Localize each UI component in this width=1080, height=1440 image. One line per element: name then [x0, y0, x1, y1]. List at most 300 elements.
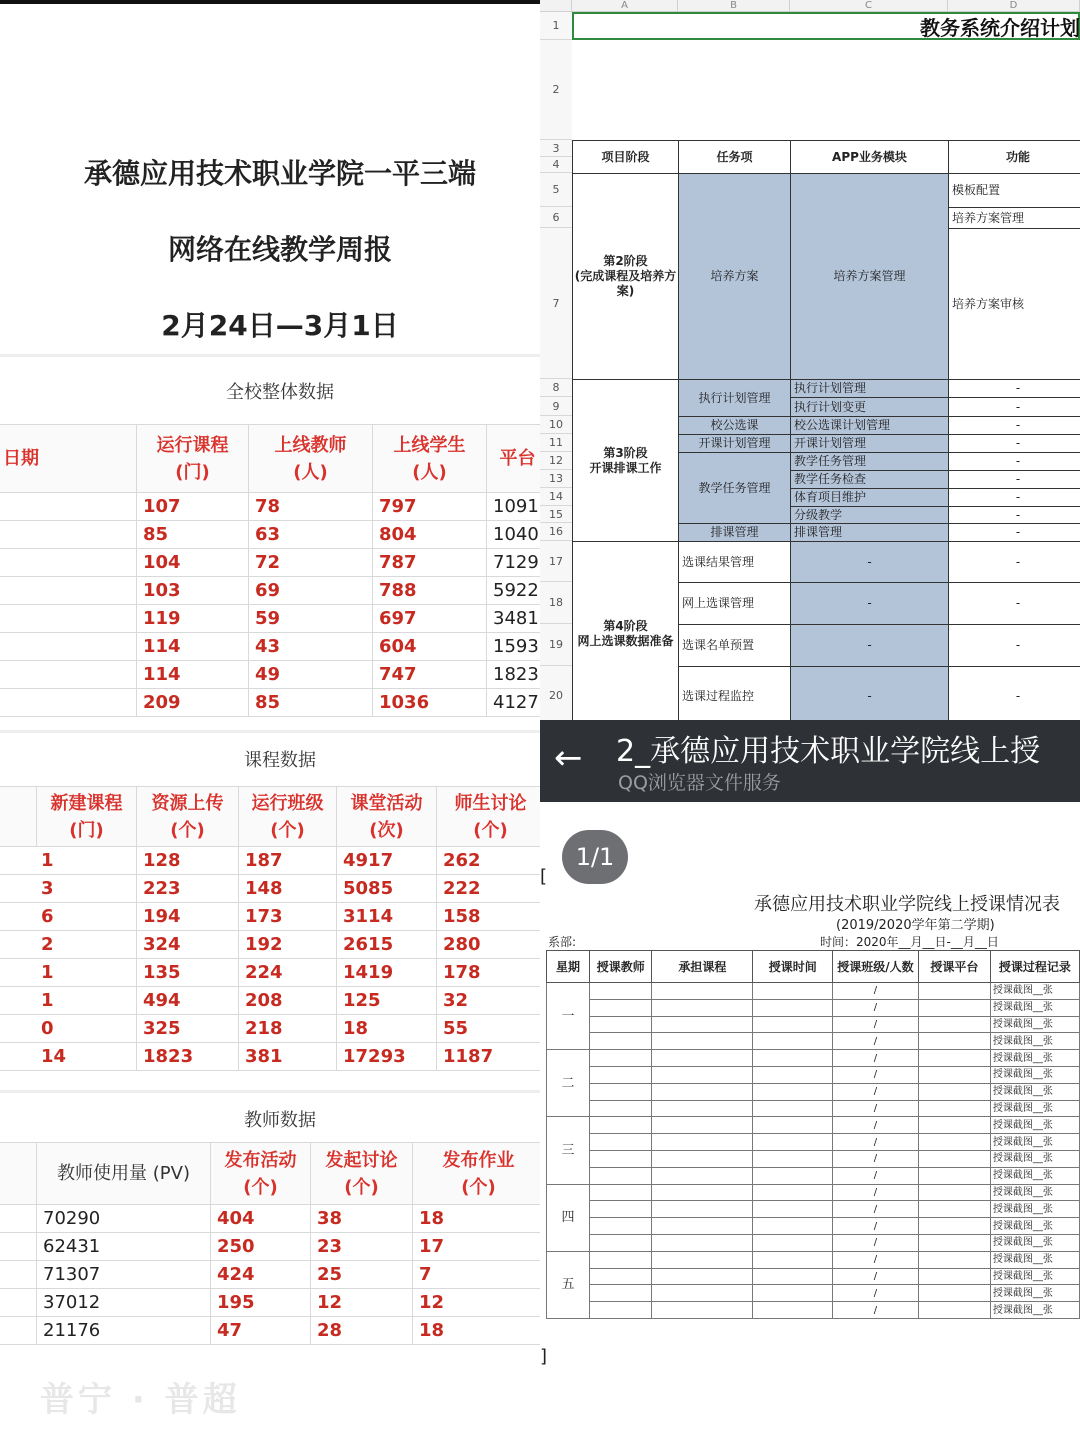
func-xkjg-cell[interactable]: -	[948, 541, 1080, 583]
blank-cell[interactable]	[652, 1134, 753, 1151]
table-cell: 38	[311, 1205, 413, 1233]
row-number[interactable]: 14	[540, 488, 572, 506]
class-count-cell[interactable]: /	[833, 1285, 919, 1302]
class-count-cell[interactable]: /	[833, 1302, 919, 1319]
course-header-cell: 课堂活动 (次)	[337, 787, 437, 847]
table-cell: 424	[211, 1261, 311, 1289]
teacher-header-cell: 教师使用量 (PV)	[37, 1143, 211, 1205]
func-xkgc-cell[interactable]: -	[948, 666, 1080, 720]
table-row	[0, 521, 540, 549]
blank-cell[interactable]	[753, 1234, 833, 1251]
table-row	[0, 1233, 540, 1261]
overall-section-title: 全校整体数据	[226, 382, 334, 403]
platform-cell[interactable]	[918, 983, 990, 1000]
table-cell: 2	[0, 931, 137, 959]
row-number[interactable]: 18	[540, 582, 572, 624]
table-cell: 114	[137, 633, 249, 661]
mod-xiaogong[interactable]: 校公选课计划管理	[790, 416, 949, 435]
teacher-header-cell: 发起讨论 (个)	[311, 1143, 413, 1205]
table-cell: 85	[137, 521, 249, 549]
row-number[interactable]: 16	[540, 523, 572, 541]
blank-cell[interactable]	[652, 1150, 753, 1167]
header-task: 任务项	[678, 140, 791, 174]
func-wsxk-cell[interactable]: -	[948, 582, 1080, 625]
record-cell[interactable]: 授课截图__张	[990, 1050, 1079, 1067]
header-stage: 项目阶段	[572, 140, 679, 174]
table-cell: 222	[437, 875, 541, 903]
blank-cell[interactable]	[652, 1050, 753, 1067]
stage-4-cell[interactable]: 第4阶段 网上选课数据准备	[572, 541, 679, 720]
platform-cell[interactable]	[918, 1050, 990, 1067]
platform-cell[interactable]	[918, 999, 990, 1016]
blank-cell[interactable]	[753, 1083, 833, 1100]
mod-xkjg-cell[interactable]: -	[790, 541, 949, 583]
blank-cell[interactable]	[590, 1150, 652, 1167]
task-zhixing-cell[interactable]: 执行计划管理	[678, 379, 791, 417]
teacher-header-cell: 发布作业 (个)	[413, 1143, 541, 1205]
table-cell: 1	[0, 959, 137, 987]
table-cell: 3	[0, 875, 137, 903]
table-row	[547, 1218, 1080, 1235]
mod-jiaoxue-1[interactable]: 教学任务管理	[790, 452, 949, 471]
blank-cell[interactable]	[652, 983, 753, 1000]
class-count-cell[interactable]: /	[833, 1201, 919, 1218]
row-number[interactable]: 4	[540, 157, 572, 173]
record-cell[interactable]: 授课截图__张	[990, 1100, 1079, 1117]
platform-cell[interactable]	[918, 1150, 990, 1167]
task-kaike-cell[interactable]: 开课计划管理	[678, 434, 791, 453]
blank-cell[interactable]	[590, 1218, 652, 1235]
mod-jiaoxue-3[interactable]: 体育项目维护	[790, 488, 949, 507]
table-cell-spacer	[0, 1261, 37, 1289]
header-module: APP业务模块	[790, 140, 949, 174]
table-cell: 72	[249, 549, 373, 577]
blank-cell[interactable]	[753, 1167, 833, 1184]
func-dash-cell[interactable]: -	[948, 452, 1080, 471]
table-cell: 1419	[337, 959, 437, 987]
blank-cell[interactable]	[652, 1302, 753, 1319]
func-moban-cell[interactable]: 模板配置	[948, 173, 1080, 208]
blank-cell[interactable]	[590, 1050, 652, 1067]
func-peiyang-mgmt-cell[interactable]: 培养方案管理	[948, 207, 1080, 229]
table-cell: 59	[249, 605, 373, 633]
row-number[interactable]: 19	[540, 624, 572, 666]
class-count-cell[interactable]: /	[833, 1050, 919, 1067]
table-cell: 1091	[487, 493, 541, 521]
platform-cell[interactable]	[918, 1016, 990, 1033]
table-cell: 5922	[487, 577, 541, 605]
doc-time-line: 时间：2020年__月__日-__月__日	[820, 935, 999, 949]
table-row	[547, 1083, 1080, 1100]
table-row	[0, 875, 540, 903]
func-dash-cell[interactable]: -	[948, 523, 1080, 542]
table-cell: 187	[239, 847, 337, 875]
blank-cell[interactable]	[590, 1083, 652, 1100]
table-cell: 107	[137, 493, 249, 521]
blank-cell[interactable]	[590, 1302, 652, 1319]
class-count-cell[interactable]: /	[833, 1167, 919, 1184]
blank-cell[interactable]	[652, 1268, 753, 1285]
mod-xkmd-cell[interactable]: -	[790, 624, 949, 667]
row-number[interactable]: 15	[540, 506, 572, 523]
table-cell: 2615	[337, 931, 437, 959]
blank-cell[interactable]	[652, 1083, 753, 1100]
row-number[interactable]: 5	[540, 173, 572, 207]
blank-cell[interactable]	[652, 1285, 753, 1302]
table-cell-spacer	[0, 1233, 37, 1261]
viewer-toolbar	[540, 720, 1080, 802]
teaching-record-table	[546, 950, 1080, 1319]
record-cell[interactable]: 授课截图__张	[990, 1117, 1079, 1134]
page-edge-mark: ]	[540, 1346, 548, 1367]
weekday-cell: 三	[547, 1117, 590, 1184]
table-cell: 280	[437, 931, 541, 959]
task-xkjg-cell[interactable]: 选课结果管理	[678, 541, 791, 583]
blank-cell[interactable]	[590, 1201, 652, 1218]
blank-cell[interactable]	[753, 1218, 833, 1235]
platform-cell[interactable]	[918, 1100, 990, 1117]
task-xkmd-cell[interactable]: 选课名单预置	[678, 624, 791, 667]
table-cell: 223	[137, 875, 239, 903]
divider	[0, 1090, 540, 1093]
blank-cell[interactable]	[652, 1033, 753, 1050]
task-xkgc-cell[interactable]: 选课过程监控	[678, 666, 791, 720]
func-peiyang-audit-cell[interactable]: 培养方案审核	[948, 228, 1080, 380]
class-count-cell[interactable]: /	[833, 1184, 919, 1201]
teacher-header-spacer	[0, 1143, 37, 1205]
row-number[interactable]: 6	[540, 207, 572, 228]
blank-cell[interactable]	[590, 1016, 652, 1033]
task-peiyang-cell[interactable]: 培养方案	[678, 173, 791, 380]
table-cell: 4917	[337, 847, 437, 875]
table-row	[0, 987, 540, 1015]
platform-cell[interactable]	[918, 1184, 990, 1201]
record-cell[interactable]: 授课截图__张	[990, 1251, 1079, 1268]
mod-zhixing-1[interactable]: 执行计划管理	[790, 379, 949, 398]
blank-cell[interactable]	[753, 1033, 833, 1050]
table-cell: 192	[239, 931, 337, 959]
func-dash-cell[interactable]: -	[948, 379, 1080, 398]
class-count-cell[interactable]: /	[833, 1083, 919, 1100]
table-cell: 6	[0, 903, 137, 931]
blank-cell[interactable]	[652, 1251, 753, 1268]
blank-cell[interactable]	[590, 1117, 652, 1134]
platform-cell[interactable]	[918, 1033, 990, 1050]
record-cell[interactable]: 授课截图__张	[990, 1167, 1079, 1184]
back-arrow-icon[interactable]: ←	[554, 738, 583, 778]
doc-semester: (2019/2020学年第二学期)	[836, 918, 995, 933]
overall-header-cell: 日期	[0, 425, 137, 493]
table-cell: 262	[437, 847, 541, 875]
table-cell: 787	[373, 549, 487, 577]
platform-cell[interactable]	[918, 1117, 990, 1134]
blank-cell[interactable]	[753, 1066, 833, 1083]
blank-cell[interactable]	[753, 1117, 833, 1134]
blank-cell[interactable]	[753, 1251, 833, 1268]
blank-cell[interactable]	[652, 1016, 753, 1033]
record-cell[interactable]: 授课截图__张	[990, 1083, 1079, 1100]
row-number[interactable]: 17	[540, 541, 572, 582]
table-row	[547, 1016, 1080, 1033]
table-cell: 37012	[37, 1289, 211, 1317]
row-number[interactable]: 1	[540, 12, 572, 40]
row-number[interactable]: 3	[540, 140, 572, 157]
record-cell[interactable]: 授课截图__张	[990, 983, 1079, 1000]
row-number[interactable]: 13	[540, 470, 572, 488]
table-row	[0, 931, 540, 959]
table-cell: 104	[137, 549, 249, 577]
blank-cell[interactable]	[652, 1184, 753, 1201]
platform-cell[interactable]	[918, 1285, 990, 1302]
column-header-b[interactable]: B	[678, 0, 790, 12]
mod-zhixing-2[interactable]: 执行计划变更	[790, 397, 949, 417]
class-count-cell[interactable]: /	[833, 1100, 919, 1117]
class-count-cell[interactable]: /	[833, 1268, 919, 1285]
record-cell[interactable]: 授课截图__张	[990, 1218, 1079, 1235]
weekday-cell: 五	[547, 1251, 590, 1318]
blank-cell[interactable]	[590, 1285, 652, 1302]
table-cell: 32	[437, 987, 541, 1015]
blank-cell[interactable]	[753, 1100, 833, 1117]
record-cell[interactable]: 授课截图__张	[990, 1201, 1079, 1218]
row-number[interactable]: 2	[540, 40, 572, 140]
table-cell: 14	[0, 1043, 137, 1071]
course-header-spacer	[0, 787, 37, 847]
table-cell: 23	[311, 1233, 413, 1261]
mod-xkgc-cell[interactable]: -	[790, 666, 949, 720]
table-row	[547, 999, 1080, 1016]
blank-cell[interactable]	[590, 1184, 652, 1201]
row-number[interactable]: 10	[540, 416, 572, 434]
record-cell[interactable]: 授课截图__张	[990, 1033, 1079, 1050]
blank-cell[interactable]	[753, 983, 833, 1000]
table-cell-spacer	[0, 1317, 37, 1345]
record-cell[interactable]: 授课截图__张	[990, 1285, 1079, 1302]
stage-2-cell[interactable]: 第2阶段 (完成课程及培养方案)	[572, 173, 679, 380]
blank-cell[interactable]	[753, 1184, 833, 1201]
table-row	[547, 1285, 1080, 1302]
platform-cell[interactable]	[918, 1201, 990, 1218]
table-row	[0, 493, 540, 521]
mod-jiaoxue-4[interactable]: 分级教学	[790, 506, 949, 524]
class-count-cell[interactable]: /	[833, 983, 919, 1000]
top-edge	[0, 0, 540, 4]
table-cell: 103	[137, 577, 249, 605]
record-cell[interactable]: 授课截图__张	[990, 1150, 1079, 1167]
table-cell: 55	[437, 1015, 541, 1043]
row-number[interactable]: 11	[540, 434, 572, 452]
func-dash-cell[interactable]: -	[948, 470, 1080, 489]
platform-cell[interactable]	[918, 1234, 990, 1251]
stage-3-cell[interactable]: 第3阶段 开课排课工作	[572, 379, 679, 542]
table-cell	[0, 577, 137, 605]
func-dash-cell[interactable]: -	[948, 506, 1080, 524]
table-cell: 18	[413, 1205, 541, 1233]
sheet-title: 教务系统介绍计划	[920, 16, 1080, 40]
record-cell[interactable]: 授课截图__张	[990, 1302, 1079, 1319]
blank-cell[interactable]	[590, 1100, 652, 1117]
class-count-cell[interactable]: /	[833, 1150, 919, 1167]
corner-cell[interactable]	[540, 0, 572, 12]
record-cell[interactable]: 授课截图__张	[990, 999, 1079, 1016]
blank-cell[interactable]	[753, 999, 833, 1016]
blank-cell[interactable]	[652, 1100, 753, 1117]
table-row	[0, 689, 540, 717]
blank-cell[interactable]	[652, 1167, 753, 1184]
row-number[interactable]: 12	[540, 452, 572, 470]
table-cell: 69	[249, 577, 373, 605]
column-header-a[interactable]: A	[572, 0, 678, 12]
func-dash-cell[interactable]: -	[948, 488, 1080, 507]
table-cell: 78	[249, 493, 373, 521]
module-peiyang-cell[interactable]: 培养方案管理	[790, 173, 949, 380]
task-jiaoxue-cell[interactable]: 教学任务管理	[678, 452, 791, 524]
course-data-table	[0, 786, 540, 1071]
blank-cell[interactable]	[753, 1134, 833, 1151]
row-number[interactable]: 7	[540, 228, 572, 379]
record-cell[interactable]: 授课截图__张	[990, 1268, 1079, 1285]
weekday-cell: 一	[547, 983, 590, 1050]
mod-kaike[interactable]: 开课计划管理	[790, 434, 949, 453]
table-cell: 4127	[487, 689, 541, 717]
teacher-section-title: 教师数据	[244, 1110, 316, 1131]
blank-cell[interactable]	[753, 1016, 833, 1033]
table-cell: 21176	[37, 1317, 211, 1345]
table-cell	[0, 633, 137, 661]
blank-cell[interactable]	[753, 1150, 833, 1167]
blank-cell[interactable]	[753, 1201, 833, 1218]
blank-cell[interactable]	[753, 1268, 833, 1285]
class-count-cell[interactable]: /	[833, 1134, 919, 1151]
blank-cell[interactable]	[652, 1234, 753, 1251]
blank-cell[interactable]	[652, 1218, 753, 1235]
table-cell: 71307	[37, 1261, 211, 1289]
doc-title: 承德应用技术职业学院线上授课情况表	[754, 894, 1060, 915]
blank-cell[interactable]	[590, 1251, 652, 1268]
platform-cell[interactable]	[918, 1302, 990, 1319]
func-dash-cell[interactable]: -	[948, 434, 1080, 453]
record-cell[interactable]: 授课截图__张	[990, 1066, 1079, 1083]
blank-cell[interactable]	[590, 1234, 652, 1251]
mod-jiaoxue-2[interactable]: 教学任务检查	[790, 470, 949, 489]
blank-cell[interactable]	[590, 1134, 652, 1151]
class-count-cell[interactable]: /	[833, 1016, 919, 1033]
table-cell-spacer	[0, 1289, 37, 1317]
class-count-cell[interactable]: /	[833, 1251, 919, 1268]
table-cell: 1	[0, 987, 137, 1015]
record-header-cell: 授课班级/人数	[833, 951, 919, 983]
class-count-cell[interactable]: /	[833, 1218, 919, 1235]
record-header-cell: 星期	[547, 951, 590, 983]
table-cell: 148	[239, 875, 337, 903]
table-row	[547, 1117, 1080, 1134]
table-cell: 114	[137, 661, 249, 689]
blank-cell[interactable]	[753, 1050, 833, 1067]
func-xkmd-cell[interactable]: -	[948, 624, 1080, 667]
platform-cell[interactable]	[918, 1251, 990, 1268]
task-paike-cell[interactable]: 排课管理	[678, 523, 791, 542]
table-cell: 381	[239, 1043, 337, 1071]
row-number[interactable]: 20	[540, 666, 572, 720]
blank-cell[interactable]	[590, 1167, 652, 1184]
record-cell[interactable]: 授课截图__张	[990, 1184, 1079, 1201]
blank-cell[interactable]	[590, 1268, 652, 1285]
record-cell[interactable]: 授课截图__张	[990, 1234, 1079, 1251]
blank-cell[interactable]	[753, 1285, 833, 1302]
platform-cell[interactable]	[918, 1167, 990, 1184]
func-dash-cell[interactable]: -	[948, 416, 1080, 435]
table-cell: 208	[239, 987, 337, 1015]
table-row	[547, 983, 1080, 1000]
mod-wsxk-cell[interactable]: -	[790, 582, 949, 625]
platform-cell[interactable]	[918, 1134, 990, 1151]
table-row	[547, 1033, 1080, 1050]
blank-cell[interactable]	[753, 1302, 833, 1319]
platform-cell[interactable]	[918, 1083, 990, 1100]
column-header-d[interactable]: D	[948, 0, 1080, 12]
teacher-data-table	[0, 1142, 540, 1345]
blank-cell[interactable]	[652, 1117, 753, 1134]
table-cell: 135	[137, 959, 239, 987]
column-header-c[interactable]: C	[790, 0, 948, 12]
report-subtitle: 网络在线教学周报	[167, 233, 392, 266]
blank-cell[interactable]	[652, 1201, 753, 1218]
class-count-cell[interactable]: /	[833, 1033, 919, 1050]
table-cell: 128	[137, 847, 239, 875]
blank-cell[interactable]	[590, 1066, 652, 1083]
table-cell: 1036	[373, 689, 487, 717]
table-cell: 1823	[487, 661, 541, 689]
file-viewer-panel	[540, 720, 1080, 1440]
overall-header-cell: 运行课程 (门)	[137, 425, 249, 493]
record-cell[interactable]: 授课截图__张	[990, 1134, 1079, 1151]
class-count-cell[interactable]: /	[833, 999, 919, 1016]
overall-header-cell: 上线学生 (人)	[373, 425, 487, 493]
table-cell	[0, 661, 137, 689]
platform-cell[interactable]	[918, 1066, 990, 1083]
func-dash-cell[interactable]: -	[948, 397, 1080, 417]
table-cell: 404	[211, 1205, 311, 1233]
record-cell[interactable]: 授课截图__张	[990, 1016, 1079, 1033]
blank-cell[interactable]	[590, 1033, 652, 1050]
table-cell: 1823	[137, 1043, 239, 1071]
divider	[0, 354, 540, 357]
class-count-cell[interactable]: /	[833, 1117, 919, 1134]
table-row	[547, 1268, 1080, 1285]
table-row	[0, 847, 540, 875]
row-number[interactable]: 9	[540, 397, 572, 416]
blank-cell[interactable]	[590, 999, 652, 1016]
task-wsxk-cell[interactable]: 网上选课管理	[678, 582, 791, 625]
platform-cell[interactable]	[918, 1218, 990, 1235]
blank-cell[interactable]	[590, 983, 652, 1000]
blank-cell[interactable]	[652, 1066, 753, 1083]
row-number[interactable]: 8	[540, 379, 572, 397]
platform-cell[interactable]	[918, 1268, 990, 1285]
task-xiaogong-cell[interactable]: 校公选课	[678, 416, 791, 435]
table-cell: 18	[413, 1317, 541, 1345]
class-count-cell[interactable]: /	[833, 1234, 919, 1251]
table-cell: 178	[437, 959, 541, 987]
table-cell: 3114	[337, 903, 437, 931]
table-cell: 17293	[337, 1043, 437, 1071]
mod-paike[interactable]: 排课管理	[790, 523, 949, 542]
table-row	[0, 605, 540, 633]
report-date-range: 2月24日—3月1日	[161, 309, 399, 342]
table-row	[0, 903, 540, 931]
class-count-cell[interactable]: /	[833, 1066, 919, 1083]
blank-cell[interactable]	[652, 999, 753, 1016]
